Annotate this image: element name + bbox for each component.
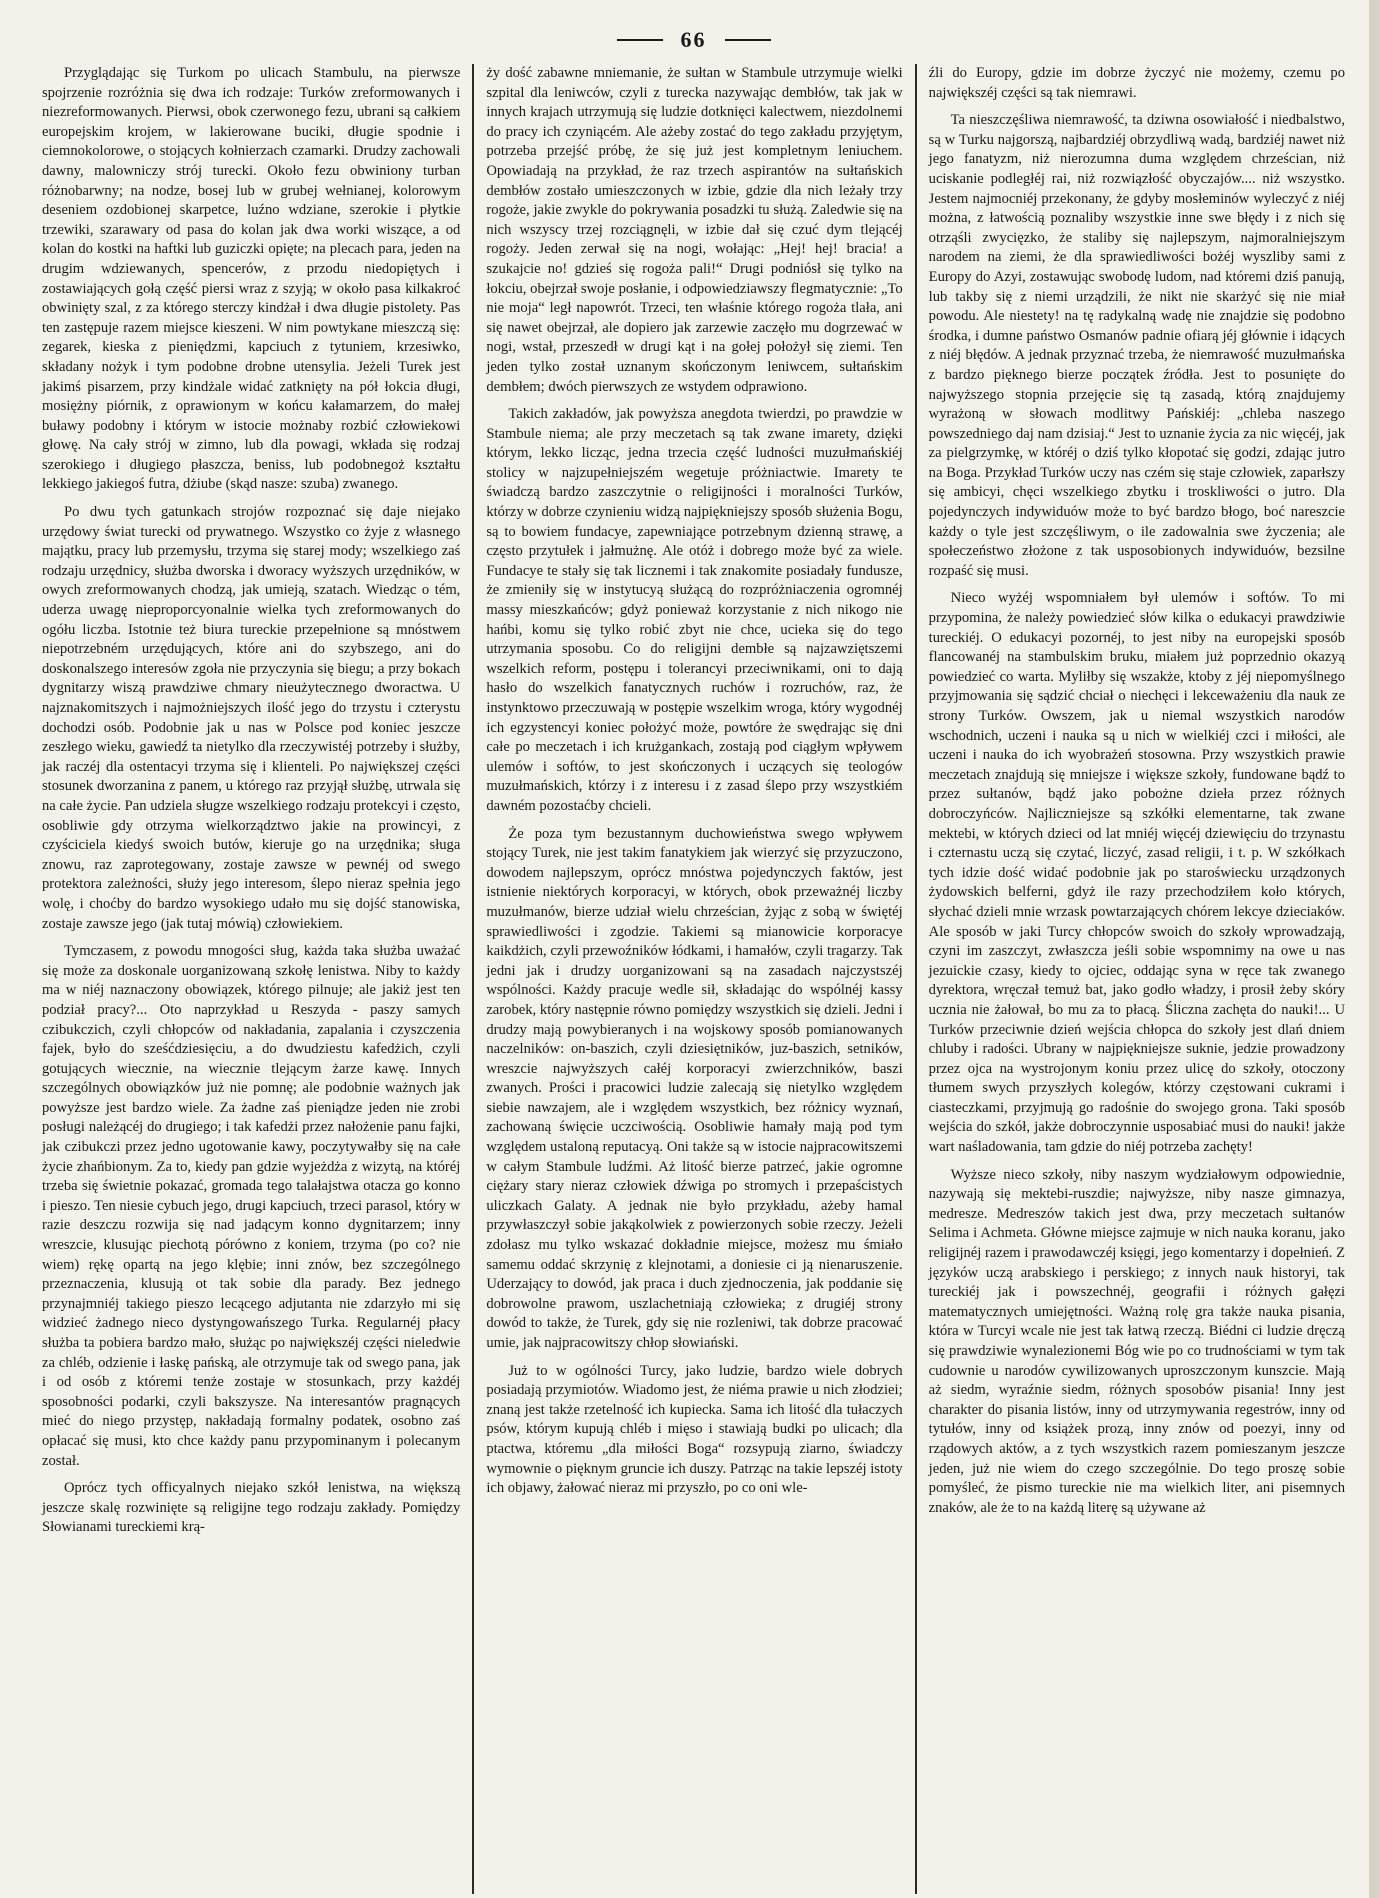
page-edge — [1369, 0, 1379, 1898]
paragraph: Oprócz tych officyalnych niejako szkół lenistwa, na większą jeszcze skalę rozwinięte są religijne tego rodzaju zakłady. Pomiędzy Słowianami tureckiemi krą- — [42, 1480, 461, 1536]
paragraph: Ta nieszczęśliwa niemrawość, ta dziwna osowiałość i niedbalstwo, są w Turku najgorszą, najbardziéj obrzydliwą wadą, bardziéj nawet niż jego fanatyzm, niż nierozumna duma względem chrześcian, niż uciskanie podległéj rai, niż rozwiązłość obyczajów.... niż wszystko. Jestem najmocniéj przekonany, że gdyby mosłeminów wyleczyć z niéj można, z łatwością poznaliby wszystkie inne swe błędy i z nich się otrząśli zwycięzko, że staliby się najlepszym, najmoralniejszym narodem na ziemi, że dla sprawiedliwości bożéj wyszliby sami z Europy do Azyi, zostawując swobodę ludom, nad któremi dziś panują, lub takby się z niemi urządzili, że nikt nie skarżyć się nie miał powodu. Ale niestety! na tę radykalną wadę nie znajdzie się podobno środka, i dumne państwo Osmanów padnie ofiarą jéj głównie i idących z niéj błędów. A jednak przyznać trzeba, że niemrawość muzułmańska z bardzo pięknego bierze początek źródła. Jest to posunięte do najwyższego stopnia przejęcie się tą zasadą, którą znajdujemy wyrażoną w słowach modlitwy Pańskiéj: „chleba naszego powszedniego daj nam dzisiaj.“ Jest to uznanie życia za nic więcéj, jak za pielgrzymkę, w któréj o dziś tylko kłopotać się godzi, zdając jutro na Boga. Przykład Turków uczy nas czém się staje człowiek, zaparłszy się ambicyi, chęci wszelkiego zbytku i troskliwości o jutro. Dla pojedynczych indywiduów może to być bardzo błogo, boć nareszcie każdy o tyle jest szczęśliwym, o ile zadowalnia swe życzenia; ale społeczeństwo złożone z tak usposobionych indywiduów, bezsilne rozpaść się musi. — [928, 112, 1345, 579]
paragraph: Tymczasem, z powodu mnogości sług, każda taka służba uważać się może za doskonale uorganizowaną szkołę lenistwa. Niby to każdy ma w niéj naznaczony obowiązek, którego pilnuje; ale jakiż jest ten podział pracy?... Oto naprzykład u Reszyda - paszy samych czibukczich, czyli chłopców od nakładania, zapalania i czyszczenia fajek, było do sześćdziesięciu, a do dwudziestu kafedżich, czyli gotujących wiecznie, na wiecznie tlejącym żarze kawę. Innych szczególnych obowiązków już nie pomnę; ale podobnie ważnych jak powyższe jest bardzo wiele. Za żadne zaś pieniądze jeden nie zrobi posługi należącéj do drugiego; i tak kafedżi przez nałożenie panu fajki, jak czibukczi przez jedno ugotowanie kawy, poczytywałby się na całe życie zhańbionym. Za to, kiedy pan gdzie wyjeżdża z wizytą, na któréj trzeba się świetnie pokazać, gromada tego talałajstwa otacza go konno i pieszo. Ten niesie cybuch jego, drugi kapciuch, trzeci parasol, który w razie deszczu rozwija się nad jadącym konno dygnitarzem; inny wreszcie, klusując piechotą pórówno z koniem, trzyma (po co? nie wiem) rękę opartą na jego klębie; inni znów, bez szczególnego przeznaczenia, klusują ot tak sobie dla parady. Bez jednego przynajmniéj takiego pieszo lecącego adjutanta nie zdarzyło mi się widzieć żadnego nieco dystyngowańszego Turka. Regularnéj płacy służba ta pobiera bardzo mało, służąc po największéj części nieledwie za chléb, odzienie i łaskę pańską, ale otrzymuje tak od swego pana, jak i od osób z któremi tenże zostaje w stosunkach, przy każdéj sposobności podarki, czyli bakszysze. Na interesantów pragnących mieć do niego przystęp, nakładają formalny podatek, osobno zaś opłacać się musi, kto chce każdy panu przypominanym i polecanym został. — [42, 943, 461, 1469]
paragraph: Przyglądając się Turkom po ulicach Stambulu, na pierwsze spojrzenie rozróżnia się dwa ich rodzaje: Turków zreformowanych i niezreformowanych. Pierwsi, obok czerwonego fezu, ubrani są całkiem europejskim krojem, w lakierowane buciki, długie spodnie i ciemnokolorowe, o stojących kołnierzach czamarki. Drudzy zachowali dawny, malowniczy strój turecki. Około fezu obwiniony turban różnobarwny; na nodze, bosej lub w grubej wełnianej, kolorowym deseniem ozdobionej skarpetce, luźno wdziane, szerokie i płytkie trzewiki, szarawary od pasa do kolan jak dwa worki wiszące, a od kolan do kostki na haftki lub guziczki opięte; na plecach para, jeden na drugim wdziewanych, spencerów, z przodu niedopiętych i zostawiających gołą część piersi wraz z szyją; w około pasa kilkakroć obwinięty szal, z za którego sterczy kindżał i dwa długie pistolety. Pas ten zastępuje razem miejsce kieszeni. W nim powtykane mieszczą się: zegarek, kieska z pieniędzmi, kapciuch z tytuniem, krzesiwko, składany nożyk i tym podobne drobne utensylia. Jeżeli Turek jest jakimś pisarzem, przy kindżale widać zatknięty na pół łokcia długi, mosiężny piórnik, z oprawionym w końcu kałamarzem, do małej buławy podobny i którym w istocie możnaby rozbić człowiekowi głowę. Na cały strój w zimno, lub dla powagi, wkłada się rodzaj szerokiego i długiego płaszcza, beniss, lub podobnegoż kształtu lekkiego jakiegoś futra, dżiube (skąd nasze: szuba) zwanego. — [42, 65, 461, 493]
column-3 — [915, 64, 1357, 1894]
paragraph: Nieco wyżéj wspomniałem był ulemów i softów. To mi przypomina, że należy powiedzieć słów kilka o edukacyi prawdziwie tureckiéj. O edukacyi pozornéj, to jest niby na europejski sposób flancowanéj na stambulskim bruku, miałem już poprzednio okazyą powiedzieć co warta. Myliłby się wszakże, ktoby z jéj niepomyślnego przyjmowania się sądzić chciał o niechęci i lekceważeniu dla nauk ze strony Turków. Owszem, jak u niemal wszystkich narodów wschodnich, uczeni i nauka są u nich w wielkiéj czci i miłości, ale uczeni i nauka do ich wyobrażeń stosowna. Przy wszystkich prawie meczetach znajdują się mniejsze i większe szkoły, fundowane bądź to przez sułtanów, bądź jako pobożne dzieła przez różnych dobroczyńców. Najliczniejsze są szkółki elementarne, tak zwane mektebi, w których dzieci od lat mniéj więcéj dziewięciu do trzynastu i czternastu uczą się czytać, liczyć, zasad religii, i t. p. W szkółkach tych idzie dość widać podobnie jak po staroświecku urządzonych żydowskich belferni, gdyż ile razy przechodziłem koło których, słychać dzieli mnie wrzask powtarzających chórem lekcye dzieciaków. Ale sposób w jaki Turcy chłopców swoich do szkoły wprowadzają, czyni im zaszczyt, zwłaszcza jeśli sobie wspomnimy na owe u nas jezuickie czasy, kiedy to ojciec, oddając syna w ręce tak zwanego dyrektora, wręczał temuż bat, jako godło władzy, i prosił żeby skóry ucznia nie żałował, bo mu za to płacą. Śliczna zachęta do nauki!... U Turków przeciwnie dzień wejścia chłopca do szkoły jest dlań dniem chluby i radości. Ubrany w najpiękniejsze suknie, jedzie prowadzony przez ojca na wystrojonym koniu przez ulicę do szkoły, otoczony tłumem swych przyszłych kolegów, którzy częstowani cukrami i ciasteczkami, przyjmują go radośnie do swojego grona. Taki sposób wejścia do szkół, jakże dobroczynnie usposabiać musi do nauki! jakże wart naśladowania, tam gdzie do niéj potrzeba zachęty! — [928, 590, 1345, 1156]
paragraph: Wyższe nieco szkoły, niby naszym wydziałowym odpowiednie, nazywają się mektebi-ruszdie; najwyższe, niby nasze gimnazya, medresze. Medreszów takich jest dwa, przy meczetach sułtanów Selima i Achmeta. Główne miejsce zajmuje w nich nauka koranu, jako religijnéj razem i prawodawczéj księgi, jego komentarzy i dopełnień. Z języków uczą arabskiego i perskiego; z innych nauk historyi, tak tureckiéj jak i powszechnéj, geografii i różnych gałęzi matematycznych umiejętności. Ważną rolę gra także nauka pisania, która w Turcyi wcale nie jest tak łatwą rzeczą. Biédni ci ludzie dręczą się prawdziwie wynalezionemi Bóg wie po co trudnościami w tym tak cudownie u narodów cywilizowanych uproszczonym kunszcie. Mają aż siedm, wyraźnie siedm, różnych sposobów pisania! Inny jest charakter do pisania listów, inny od utrzymywania regestrów, inny od tytułów, inny od książek prozą, inny znów od poezyi, inny od rządowych aktów, a z tych wszystkich razem pomieszanym jeszcze jeden, już nie wiem do czego szczególnie. Do tego proszę sobie pomyśleć, że pismo tureckie nie ma wielkich liter, ani pisemnych znaków, ale że to na każdą literę są używane aż — [928, 1166, 1345, 1516]
header-rule-left — [617, 39, 663, 41]
page-number: 66 — [680, 27, 707, 52]
paragraph: Że poza tym bezustannym duchowieństwa swego wpływem stojący Turek, nie jest takim fanatykiem jak wierzyć się przyzuczono, dowodem najlepszym, oprócz mnóstwa pojedynczych faktów, jest istnienie niektórych korporacyi, w których, obok przeważnéj liczby muzułmanów, bierze udział wielu chrześcian, żyjąc z sobą w świętéj sprawiedliwości i zgodzie. Takiemi są mianowicie korporacye kaikdżich, czyli przewoźników łódkami, i hamałów, czyli tragarzy. Tak jedni jak i drudzy uorganizowani są na zasadach najczystszéj wspólności. Każdy pracuje wedle sił, składając do wspólnéj kassy zarobek, który następnie równo pomiędzy wszystkich się dzieli. Jedni i drudzy mają powybieranych i na wojskowy sposób pomianowanych naczelników: on-baszich, czyli dziesiętników, juz-baszich, setników, wreszcie najwyższych całéj korporacyi zwierzchników, baszi zwanych. Prości i pracowici ludzie zalecają się nietylko względem siebie nawzajem, ale i względem wszystkich, bez różnicy wyznań, zachowaną święcie uczciwością. Osobliwie hamały mają pod tym względem ustaloną reputacyą. Oni także są w istocie najpracowitszemi w całym Stambule ludźmi. Aż litość bierze patrzeć, jakie ogromne ciężary stary nieraz człowiek dźwiga po stromych i przepaścistych uliczkach Galaty. A jednak nie było przykładu, ażeby hamal przywłaszczył sobie jakąkolwiek z powierzonych sobie rzeczy. Jeżeli zdołasz mu tylko wskazać dokładnie miejsce, możesz mu śmiało samemu oddać skrzynię z klejnotami, a doniesie ci ją nienaruszenie. Uderzający to dowód, jak praca i duch zjednoczenia, jak poddanie się dobrowolne prawom, uszlachetniają człowieka; z drugiéj strony dowód to także, że Turek, gdy się nie rozleniwi, tak dobrze pracować umie, jak najpracowitszy chłop słowiański. — [486, 825, 903, 1351]
column-2 — [472, 64, 914, 1894]
paragraph: Takich zakładów, jak powyższa anegdota twierdzi, po prawdzie w Stambule niema; ale przy meczetach są tak zwane imarety, dzięki którym, lekko licząc, jedna trzecia część ludności muzułmańskiéj stolicy w najzupełniejszém wegetuje próżniactwie. Imarety te świadczą bardzo zaszczytnie o religijności i moralności Turków, którzy w dobrze czynieniu widzą najpiękniejszy sposób służenia Bogu, są to bowiem fundacye, zapewniające potrzebnym dzienną strawę, a często przytułek i jałmużnę. Ale otóż i dobrego może być za wiele. Fundacye te stały się tak licznemi i tak znakomite posiadały fundusze, że zmieniły się w instytucyą służącą do rozpróżniaczenia ogromnéj massy mieszkańców; gdyż ponieważ korzystanie z nich nikogo nie hańbi, komu się tylko robić zbyt nie chce, ucieka się do tego utrzymania sposobu. Co do religijni dembłe są najzawziętszemi wszelkich reform, postępu i tolerancyi przeciwnikami, oni to dają hasło do wszelkich fanatycznych ruchów i rozruchów, raz, że instynktowo przeczuwają w postępie wszelkim wroga, który wygodnéj ich egzystencyi koniec położyć może, powtóre że swędrając się dni całe po meczetach i ich krużgankach, zostają pod ciągłym wpływem ulemów i softów, to jest skończonych i uczących się teologów muzułmańskich, którzy i z interesu i z zasad ślepo przy wszystkiém dawném pozostaćby chcieli. — [486, 406, 903, 814]
column-1 — [30, 64, 472, 1894]
paragraph: źli do Europy, gdzie im dobrze życzyć nie możemy, czemu po największéj części są tak niemrawi. — [928, 65, 1345, 101]
page-header — [30, 18, 1357, 62]
header-rule-right — [725, 39, 771, 41]
paragraph: ży dość zabawne mniemanie, że sułtan w Stambule utrzymuje wielki szpital dla leniwców, czyli z turecka nazywając dembłów, tak jak w innych krajach utrzymują się ludzie dotknięci kalectwem, niezdolnemi do pracy ich czyniącém. Ale ażeby zostać do tego zakładu przyjętym, potrzeba przejść próbę, że się już jest kompletnym leniuchem. Opowiadają na przykład, że raz trzech aspirantów na sułtańskich dembłów zostało umieszczonych w izbie, gdzie dla nich leżały trzy rogoże, jakie zwykle do pokrywania posadzki tu służą. Zaledwie się na nich wszyscy trzej rozciągnęli, w izbie dał się czuć dym tlejącéj rogoży. Jeden zerwał się na nogi, wołając: „Hej! hej! bracia! a szukajcie no! gdzieś się rogoża pali!“ Drugi podniósł się tylko na łokciu, obejrzał swoje posłanie, i odpowiedziawszy flegmatycznie: „To nie moja“ legł napowrót. Trzeci, ten właśnie którego rogoża tlała, ani się nawet obejrzał, ale dopiero jak zarzewie zaczęło mu dogrzewać w nogi, wstał, przeszedł w drugi kąt i na gołej położył się ziemi. Ten jeden tylko został uznanym skończonym leniwcem, sułtańskim dembłem; dwóch pierwszych ze wstydem odprawiono. — [486, 65, 903, 395]
paragraph: Już to w ogólności Turcy, jako ludzie, bardzo wiele dobrych posiadają przymiotów. Wiadomo jest, że niéma prawie u nich złodziei; znaną jest także rzetelność ich kupiecka. Sama ich litość dla tułaczych psów, którym kupują chléb i mięso i stawiają budki po ulicach; dla ptactwa, któremu „dla miłości Boga“ rozsypują ziarno, świadczy wymownie o pięknym gruncie ich duszy. Patrząc na takie lepszéj istoty ich objawy, żałować nieraz mi przyszło, po co oni wle- — [486, 1362, 903, 1497]
text-columns — [30, 64, 1357, 1894]
paragraph: Po dwu tych gatunkach strojów rozpoznać się daje niejako urzędowy świat turecki od prywatnego. Wszystko co żyje z własnego majątku, pracy lub przemysłu, trzyma się starej mody; wszelkiego zaś rodzaju urzędnicy, służba dworska i dworacy wyższych urzędników, w owych zreformowanych chodzą, jak umieją, szatach. Wiedząc o tém, uderza uwagę nieproporcyonalnie wielka tych zreformowanych do ogółu liczba. Istotnie też biura tureckie przepełnione są mnóstwem niepotrzebném urzędujących, które ani do szybszego, ani do doskonalszego interesów zgoła nie przyczynia się biegu; a przy bokach dygnitarzy wiszą prawdziwe chmary nieużytecznego dworactwa. U najznakomitszych i najmożniejszych ilość jego do trzystu i czterystu dochodzi osób. Podobnie jak u nas w Polsce pod koniec jeszcze zeszłego wieku, gawiedź ta nietylko dla rzeczywistéj potrzeby i służby, jak raczéj dla ostentacyi trzyma się i klienteli. Po największej części stosunek dworzanina z panem, u którego raz przyjął służbę, utrwala się na całe życie. Pan udziela sługze wszelkiego rodzaju protekcyi i często, osobliwie gdy otrzyma wielkorządztwo jakie na prowincyi, z czyściciela kiedyś swoich butów, kieruje go na urzędnika; sługa znowu, raz zaprotegowany, zostaje zawsze w pewnéj od swego protektora zależności, służy jego interesom, ślepo nieraz spełnia jego wolę, i choćby do bardzo wysokiego udało mu się dojść stanowiska, zostaje zawsze jego (jak tutaj mówią) człowiekiem. — [42, 504, 461, 932]
